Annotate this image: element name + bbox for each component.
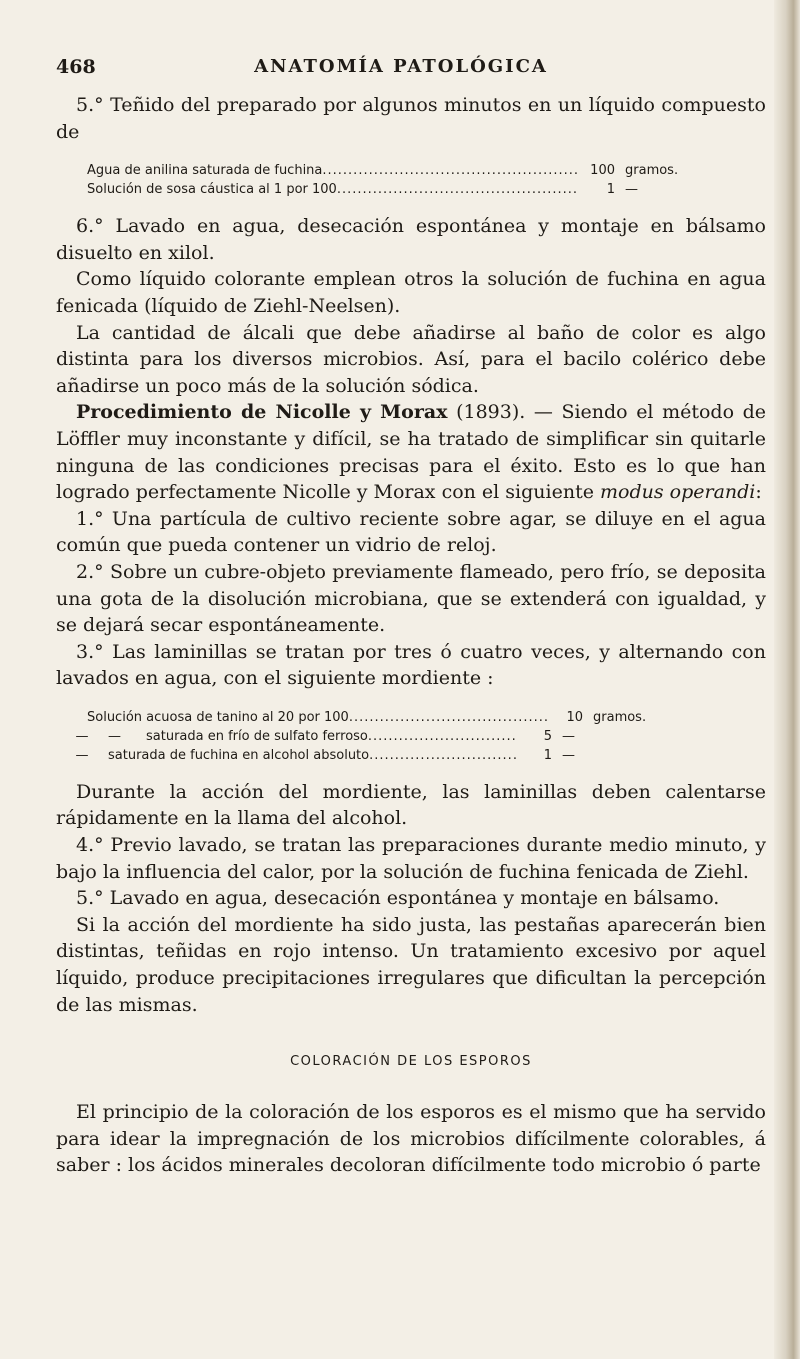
ingredient-unit: —	[562, 747, 575, 763]
ingredient-name: Solución acuosa de tanino al 20 por 100	[87, 709, 349, 725]
ingredient-name: saturada de fuchina en alcohol absoluto	[108, 747, 370, 763]
paragraph: La cantidad de álcali que debe añadirse al baño de color es algo distinta para los diversos microbios. Así, para el bacilo colérico debe añadirse un poco más de la solución sódica.	[56, 321, 766, 397]
formula-row	[56, 180, 766, 199]
ingredient-quantity: 10	[566, 709, 583, 725]
ingredient-name: saturada en frío de sulfato ferroso	[146, 728, 368, 744]
ingredient-quantity: 5	[543, 728, 552, 744]
ingredient-unit: gramos.	[593, 709, 647, 725]
ingredient-quantity: 1	[606, 182, 615, 198]
paragraph: 6.° Lavado en agua, desecación espontánea y montaje en bálsamo disuelto en xilol.	[56, 215, 766, 264]
formula-row	[56, 708, 766, 727]
page-edge-shadow	[774, 0, 800, 1359]
ingredient-unit: gramos.	[625, 163, 679, 179]
paragraph: 1.° Una partícula de cultivo reciente sobre agar, se diluye en el agua común que pueda contener un vidrio de reloj.	[56, 507, 766, 557]
ingredient-unit: —	[625, 182, 638, 198]
ingredient-quantity: 100	[590, 163, 615, 179]
page-body	[56, 92, 766, 1179]
ingredient-unit: —	[562, 728, 575, 744]
formula-row	[56, 161, 766, 180]
page-header	[56, 56, 746, 86]
paragraph: 5.° Teñido del preparado por algunos minutos en un líquido compuesto de	[56, 94, 766, 143]
leader-dots	[337, 180, 579, 199]
paragraph: 3.° Las laminillas se tratan por tres ó cuatro veces, y alternando con lavados en agua, con el siguiente mordiente :	[56, 640, 766, 690]
ingredient-name: Agua de anilina saturada de fuchina	[87, 163, 323, 179]
leader-dots	[322, 161, 579, 180]
paragraph: Como líquido colorante emplean otros la solución de fuchina en agua fenicada (líquido de Ziehl-Neelsen).	[56, 268, 766, 317]
ditto-mark: —	[75, 747, 89, 763]
paragraph-procedure: Procedimiento de Nicolle y Morax (1893). — Siendo el método de Löffler muy inconstante y difícil, se ha tratado de simplificar sin quitarle ninguna de las condiciones precisas para el éxito. Esto es lo que han logrado perfectamente Nicolle y Morax con el siguiente modus operandi:	[56, 401, 766, 504]
running-head: ANATOMÍA PATOLÓGICA	[254, 56, 548, 77]
formula-table-1	[56, 161, 766, 199]
paragraph: Durante la acción del mordiente, las laminillas deben calentarse rápidamente en la llama del alcohol.	[56, 780, 766, 830]
leader-dots	[349, 708, 549, 727]
page-number: 468	[56, 56, 96, 78]
formula-table-2	[56, 708, 766, 765]
paragraph: 2.° Sobre un cubre-objeto previamente flameado, pero frío, se deposita una gota de la disolución microbiana, que se extenderá con igualdad, y se dejará secar espontáneamente.	[56, 560, 766, 637]
ingredient-quantity: 1	[543, 747, 552, 763]
latin-phrase: modus operandi	[600, 481, 756, 504]
paragraph: 4.° Previo lavado, se tratan las preparaciones durante medio minuto, y bajo la influencia del calor, por la solución de fuchina fenicada de Ziehl.	[56, 834, 766, 883]
paragraph: Si la acción del mordiente ha sido justa, las pestañas aparecerán bien distintas, teñidas en rojo intenso. Un tratamiento excesivo por aquel líquido, produce precipitaciones irregulares que dificultan la percepción de las mismas.	[56, 913, 766, 1016]
leader-dots	[369, 746, 518, 765]
formula-row	[56, 727, 766, 746]
section-title: COLORACIÓN DE LOS ESPOROS	[290, 1054, 532, 1070]
ditto-mark: —	[75, 728, 89, 744]
ingredient-name: Solución de sosa cáustica al 1 por 100	[87, 182, 337, 198]
leader-dots	[368, 727, 518, 746]
procedure-title: Procedimiento de Nicolle y Morax	[76, 401, 448, 424]
paragraph: 5.° Lavado en agua, desecación espontánea y montaje en bálsamo.	[76, 887, 720, 910]
formula-row	[56, 746, 766, 765]
ditto-mark: —	[108, 728, 121, 744]
procedure-text: (1893). — Siendo el método de Löffler muy inconstante y difícil, se ha tratado de simplificar sin quitarle ninguna de las condiciones precisas para el éxito. Esto es lo que han logrado perfectamente Nicolle y Morax con el siguiente	[56, 401, 766, 504]
paragraph: El principio de la coloración de los esporos es el mismo que ha servido para idear la impregnación de los microbios difícilmente colorables, á saber : los ácidos minerales decoloran difícilmente todo microbio ó parte	[56, 1101, 766, 1177]
